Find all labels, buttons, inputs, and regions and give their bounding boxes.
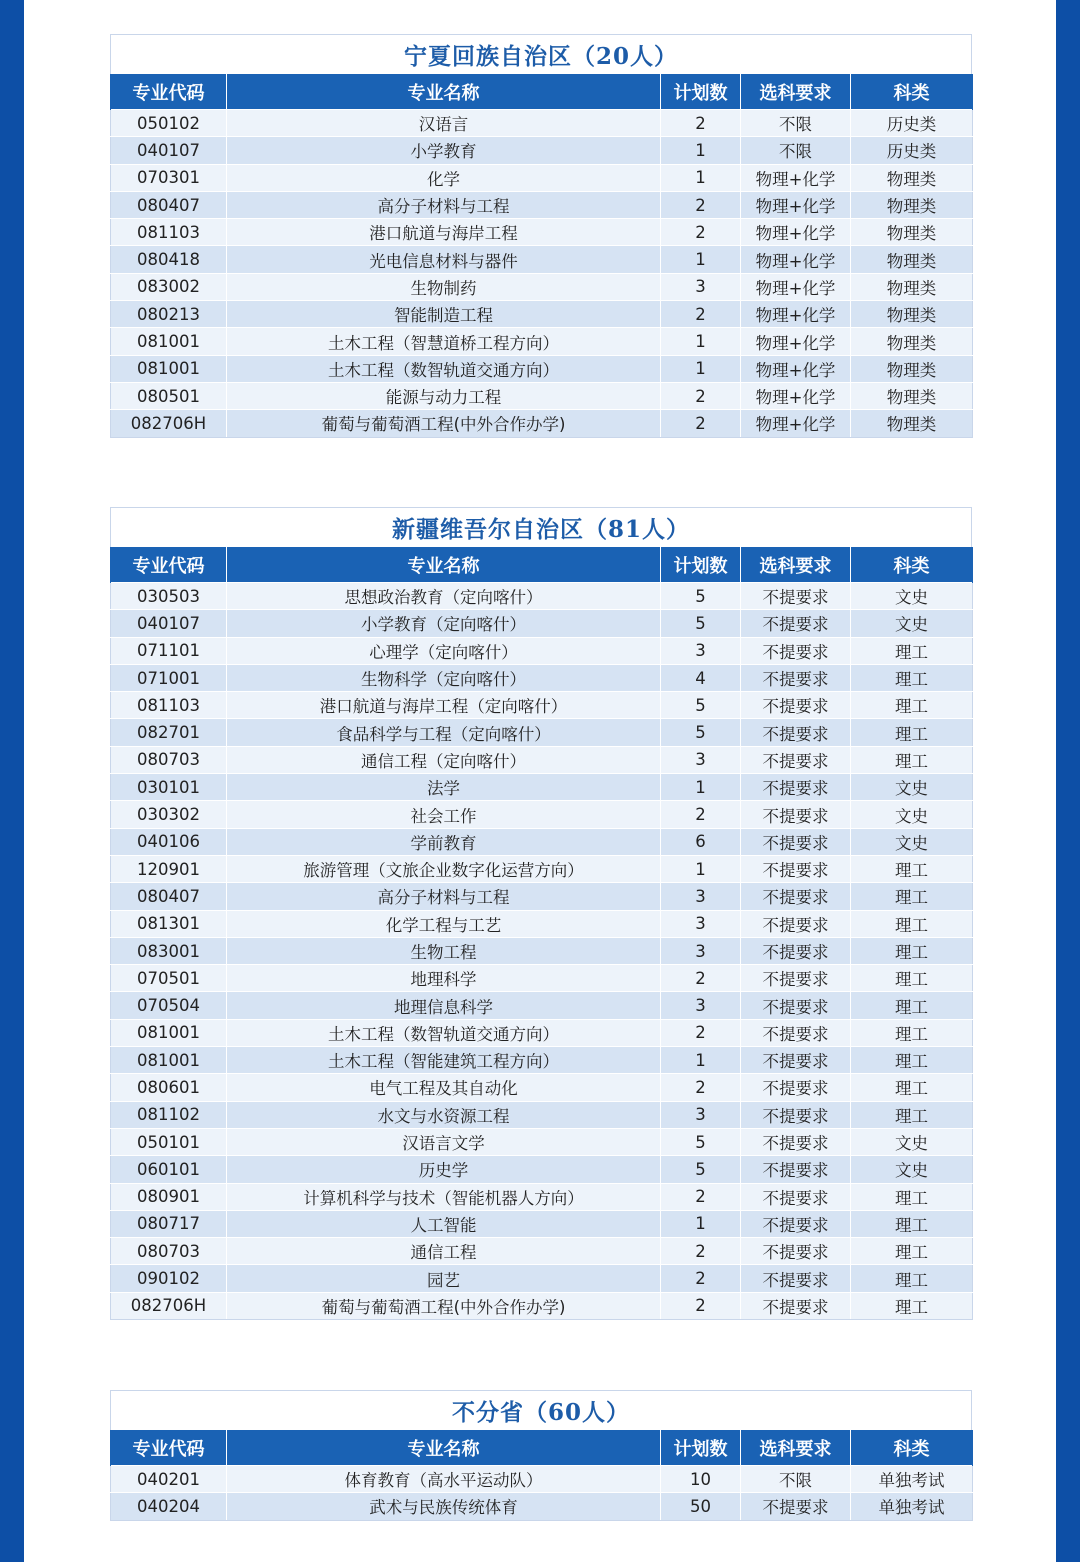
table-row [111,1156,973,1183]
cell-major-code: 080703 [111,746,227,773]
cell-subject-requirement: 不提要求 [741,1101,851,1128]
table-row [111,965,973,992]
table-row [111,692,973,719]
cell-category: 物理类 [851,246,973,273]
header-plan-count: 计划数 [661,74,741,110]
cell-category: 理工 [851,992,973,1019]
table-row [111,1074,973,1101]
cell-plan-count: 1 [661,355,741,382]
cell-subject-requirement: 物理+化学 [741,328,851,355]
cell-category: 历史类 [851,137,973,164]
cell-major-name: 高分子材料与工程 [227,191,661,218]
cell-plan-count: 3 [661,937,741,964]
section-block [110,34,972,438]
cell-major-code: 081001 [111,355,227,382]
table-row [111,1292,973,1319]
cell-subject-requirement: 不提要求 [741,992,851,1019]
cell-major-code: 030101 [111,774,227,801]
cell-major-name: 土木工程（智能建筑工程方向） [227,1047,661,1074]
table-row [111,164,973,191]
cell-major-code: 081103 [111,219,227,246]
cell-subject-requirement: 不限 [741,1466,851,1493]
table-row [111,883,973,910]
cell-major-code: 080418 [111,246,227,273]
cell-subject-requirement: 不提要求 [741,1183,851,1210]
cell-subject-requirement: 不提要求 [741,774,851,801]
cell-plan-count: 2 [661,1292,741,1319]
cell-category: 物理类 [851,328,973,355]
cell-plan-count: 6 [661,828,741,855]
cell-subject-requirement: 不提要求 [741,583,851,610]
cell-major-name: 高分子材料与工程 [227,883,661,910]
cell-plan-count: 2 [661,191,741,218]
cell-subject-requirement: 物理+化学 [741,410,851,437]
cell-plan-count: 5 [661,692,741,719]
cell-major-code: 050101 [111,1128,227,1155]
header-major-name: 专业名称 [227,74,661,110]
cell-major-name: 通信工程 [227,1238,661,1265]
cell-major-code: 090102 [111,1265,227,1292]
section-title: 新疆维吾尔自治区（81人） [110,507,972,547]
cell-major-name: 智能制造工程 [227,301,661,328]
cell-subject-requirement: 不提要求 [741,1238,851,1265]
cell-plan-count: 3 [661,1101,741,1128]
cell-category: 理工 [851,1183,973,1210]
cell-category: 单独考试 [851,1493,973,1520]
cell-plan-count: 2 [661,965,741,992]
cell-plan-count: 2 [661,1019,741,1046]
cell-category: 文史 [851,801,973,828]
cell-major-name: 地理信息科学 [227,992,661,1019]
cell-plan-count: 2 [661,410,741,437]
cell-major-code: 081301 [111,910,227,937]
enrollment-table [110,74,973,438]
cell-plan-count: 2 [661,801,741,828]
table-row [111,937,973,964]
table-row [111,1466,973,1493]
cell-plan-count: 3 [661,910,741,937]
cell-major-name: 旅游管理（文旅企业数字化运营方向） [227,855,661,882]
table-row [111,1101,973,1128]
cell-major-name: 心理学（定向喀什） [227,637,661,664]
cell-plan-count: 2 [661,301,741,328]
cell-plan-count: 1 [661,328,741,355]
cell-subject-requirement: 不提要求 [741,1019,851,1046]
table-row [111,355,973,382]
cell-category: 物理类 [851,191,973,218]
table-row [111,273,973,300]
cell-subject-requirement: 不提要求 [741,965,851,992]
cell-category: 理工 [851,1238,973,1265]
section-title: 不分省（60人） [110,1390,972,1430]
cell-category: 文史 [851,774,973,801]
table-row [111,1019,973,1046]
cell-major-name: 思想政治教育（定向喀什） [227,583,661,610]
cell-plan-count: 5 [661,719,741,746]
cell-major-code: 080601 [111,1074,227,1101]
cell-major-code: 081102 [111,1101,227,1128]
table-row [111,1047,973,1074]
section-block [110,507,972,1320]
cell-major-code: 040106 [111,828,227,855]
cell-major-name: 小学教育（定向喀什） [227,610,661,637]
header-major-name: 专业名称 [227,547,661,583]
cell-category: 理工 [851,1074,973,1101]
table-row [111,1210,973,1237]
header-row [111,1430,973,1466]
cell-category: 物理类 [851,301,973,328]
cell-subject-requirement: 物理+化学 [741,301,851,328]
cell-plan-count: 5 [661,1156,741,1183]
header-row [111,74,973,110]
header-subject-requirement: 选科要求 [741,74,851,110]
cell-plan-count: 2 [661,382,741,409]
table-row [111,301,973,328]
header-major-name: 专业名称 [227,1430,661,1466]
cell-subject-requirement: 物理+化学 [741,246,851,273]
cell-category: 理工 [851,855,973,882]
cell-subject-requirement: 不提要求 [741,801,851,828]
table-row [111,637,973,664]
cell-major-code: 083001 [111,937,227,964]
table-row [111,1265,973,1292]
table-row [111,1183,973,1210]
cell-plan-count: 3 [661,273,741,300]
cell-major-name: 通信工程（定向喀什） [227,746,661,773]
cell-category: 理工 [851,637,973,664]
cell-plan-count: 1 [661,137,741,164]
table-row [111,328,973,355]
cell-subject-requirement: 不提要求 [741,855,851,882]
header-category: 科类 [851,547,973,583]
cell-category: 历史类 [851,110,973,137]
cell-plan-count: 2 [661,110,741,137]
cell-major-code: 081103 [111,692,227,719]
cell-major-name: 葡萄与葡萄酒工程(中外合作办学) [227,410,661,437]
cell-major-code: 030302 [111,801,227,828]
cell-category: 文史 [851,610,973,637]
section-block [110,1390,972,1521]
cell-subject-requirement: 物理+化学 [741,273,851,300]
cell-major-name: 土木工程（数智轨道交通方向） [227,355,661,382]
cell-subject-requirement: 物理+化学 [741,191,851,218]
cell-category: 理工 [851,664,973,691]
cell-plan-count: 2 [661,1074,741,1101]
cell-category: 理工 [851,746,973,773]
cell-category: 物理类 [851,273,973,300]
cell-plan-count: 1 [661,1047,741,1074]
cell-subject-requirement: 不提要求 [741,910,851,937]
cell-plan-count: 1 [661,1210,741,1237]
cell-major-code: 083002 [111,273,227,300]
cell-major-name: 港口航道与海岸工程（定向喀什） [227,692,661,719]
header-category: 科类 [851,1430,973,1466]
cell-major-name: 学前教育 [227,828,661,855]
cell-major-name: 化学 [227,164,661,191]
cell-category: 理工 [851,1047,973,1074]
cell-major-name: 光电信息材料与器件 [227,246,661,273]
cell-category: 理工 [851,1101,973,1128]
cell-major-name: 社会工作 [227,801,661,828]
cell-category: 理工 [851,1019,973,1046]
cell-major-code: 082706H [111,1292,227,1319]
cell-plan-count: 4 [661,664,741,691]
cell-major-name: 土木工程（智慧道桥工程方向） [227,328,661,355]
cell-major-name: 水文与水资源工程 [227,1101,661,1128]
right-decor-bar [1056,0,1080,1562]
cell-category: 理工 [851,1265,973,1292]
cell-subject-requirement: 不提要求 [741,883,851,910]
cell-major-code: 071101 [111,637,227,664]
cell-subject-requirement: 不提要求 [741,610,851,637]
cell-category: 文史 [851,583,973,610]
cell-major-code: 080407 [111,191,227,218]
cell-subject-requirement: 不提要求 [741,1047,851,1074]
cell-plan-count: 10 [661,1466,741,1493]
table-row [111,855,973,882]
cell-plan-count: 1 [661,246,741,273]
cell-subject-requirement: 不提要求 [741,1292,851,1319]
cell-category: 理工 [851,692,973,719]
cell-subject-requirement: 不提要求 [741,637,851,664]
cell-major-name: 人工智能 [227,1210,661,1237]
cell-major-name: 食品科学与工程（定向喀什） [227,719,661,746]
cell-major-name: 小学教育 [227,137,661,164]
cell-major-code: 080703 [111,1238,227,1265]
cell-major-code: 081001 [111,328,227,355]
cell-category: 理工 [851,719,973,746]
cell-major-code: 070301 [111,164,227,191]
section-title: 宁夏回族自治区（20人） [110,34,972,74]
cell-subject-requirement: 物理+化学 [741,355,851,382]
header-subject-requirement: 选科要求 [741,547,851,583]
cell-plan-count: 2 [661,1238,741,1265]
cell-major-code: 120901 [111,855,227,882]
cell-major-code: 080213 [111,301,227,328]
table-row [111,1128,973,1155]
cell-major-name: 汉语言文学 [227,1128,661,1155]
cell-plan-count: 5 [661,583,741,610]
table-row [111,801,973,828]
table-row [111,246,973,273]
cell-subject-requirement: 物理+化学 [741,382,851,409]
header-row [111,547,973,583]
cell-category: 理工 [851,965,973,992]
cell-category: 文史 [851,1156,973,1183]
cell-subject-requirement: 不提要求 [741,719,851,746]
cell-major-name: 园艺 [227,1265,661,1292]
header-major-code: 专业代码 [111,1430,227,1466]
cell-major-code: 071001 [111,664,227,691]
cell-major-name: 能源与动力工程 [227,382,661,409]
cell-major-code: 080901 [111,1183,227,1210]
cell-plan-count: 3 [661,883,741,910]
cell-major-name: 生物工程 [227,937,661,964]
cell-major-code: 081001 [111,1047,227,1074]
cell-major-code: 070501 [111,965,227,992]
cell-category: 文史 [851,828,973,855]
table-row [111,774,973,801]
cell-plan-count: 2 [661,1265,741,1292]
cell-major-name: 体育教育（高水平运动队） [227,1466,661,1493]
cell-subject-requirement: 不提要求 [741,692,851,719]
cell-major-name: 武术与民族传统体育 [227,1493,661,1520]
cell-category: 理工 [851,1292,973,1319]
cell-plan-count: 5 [661,1128,741,1155]
cell-major-name: 土木工程（数智轨道交通方向） [227,1019,661,1046]
cell-subject-requirement: 不提要求 [741,1493,851,1520]
table-row [111,191,973,218]
cell-category: 物理类 [851,219,973,246]
table-row [111,410,973,437]
cell-plan-count: 1 [661,164,741,191]
cell-major-code: 040107 [111,137,227,164]
cell-category: 理工 [851,910,973,937]
header-plan-count: 计划数 [661,547,741,583]
cell-plan-count: 50 [661,1493,741,1520]
cell-plan-count: 3 [661,746,741,773]
cell-plan-count: 1 [661,855,741,882]
left-decor-bar [0,0,24,1562]
cell-subject-requirement: 不提要求 [741,1074,851,1101]
cell-major-code: 040204 [111,1493,227,1520]
cell-subject-requirement: 不提要求 [741,1128,851,1155]
cell-major-code: 082706H [111,410,227,437]
table-row [111,910,973,937]
cell-major-name: 地理科学 [227,965,661,992]
cell-subject-requirement: 不提要求 [741,1265,851,1292]
table-row [111,583,973,610]
cell-subject-requirement: 不提要求 [741,1156,851,1183]
cell-category: 物理类 [851,382,973,409]
cell-major-name: 历史学 [227,1156,661,1183]
table-row [111,719,973,746]
cell-subject-requirement: 不限 [741,110,851,137]
cell-major-name: 生物科学（定向喀什） [227,664,661,691]
table-row [111,1493,973,1520]
cell-major-name: 化学工程与工艺 [227,910,661,937]
cell-subject-requirement: 不限 [741,137,851,164]
cell-major-code: 040201 [111,1466,227,1493]
cell-subject-requirement: 不提要求 [741,1210,851,1237]
cell-subject-requirement: 物理+化学 [741,219,851,246]
cell-category: 单独考试 [851,1466,973,1493]
cell-major-name: 港口航道与海岸工程 [227,219,661,246]
table-row [111,110,973,137]
header-major-code: 专业代码 [111,74,227,110]
enrollment-table [110,1430,973,1521]
table-row [111,992,973,1019]
cell-major-name: 葡萄与葡萄酒工程(中外合作办学) [227,1292,661,1319]
cell-major-code: 080717 [111,1210,227,1237]
cell-category: 物理类 [851,355,973,382]
table-row [111,1238,973,1265]
cell-subject-requirement: 不提要求 [741,828,851,855]
cell-category: 物理类 [851,410,973,437]
header-major-code: 专业代码 [111,547,227,583]
cell-plan-count: 5 [661,610,741,637]
cell-major-code: 060101 [111,1156,227,1183]
cell-major-code: 040107 [111,610,227,637]
table-row [111,664,973,691]
cell-category: 物理类 [851,164,973,191]
cell-category: 理工 [851,883,973,910]
enrollment-table [110,547,973,1320]
cell-major-code: 081001 [111,1019,227,1046]
cell-major-name: 汉语言 [227,110,661,137]
cell-major-name: 生物制药 [227,273,661,300]
table-row [111,219,973,246]
table-row [111,137,973,164]
cell-plan-count: 1 [661,774,741,801]
cell-major-code: 050102 [111,110,227,137]
cell-subject-requirement: 不提要求 [741,937,851,964]
header-category: 科类 [851,74,973,110]
cell-major-code: 080501 [111,382,227,409]
table-row [111,746,973,773]
cell-plan-count: 2 [661,219,741,246]
header-subject-requirement: 选科要求 [741,1430,851,1466]
cell-plan-count: 2 [661,1183,741,1210]
cell-major-name: 电气工程及其自动化 [227,1074,661,1101]
cell-major-code: 080407 [111,883,227,910]
table-row [111,828,973,855]
cell-subject-requirement: 不提要求 [741,664,851,691]
table-row [111,610,973,637]
table-row [111,382,973,409]
cell-major-name: 法学 [227,774,661,801]
cell-major-code: 070504 [111,992,227,1019]
cell-plan-count: 3 [661,992,741,1019]
cell-category: 理工 [851,1210,973,1237]
cell-major-name: 计算机科学与技术（智能机器人方向） [227,1183,661,1210]
cell-category: 文史 [851,1128,973,1155]
cell-category: 理工 [851,937,973,964]
cell-plan-count: 3 [661,637,741,664]
cell-major-code: 030503 [111,583,227,610]
cell-major-code: 082701 [111,719,227,746]
cell-subject-requirement: 物理+化学 [741,164,851,191]
cell-subject-requirement: 不提要求 [741,746,851,773]
header-plan-count: 计划数 [661,1430,741,1466]
